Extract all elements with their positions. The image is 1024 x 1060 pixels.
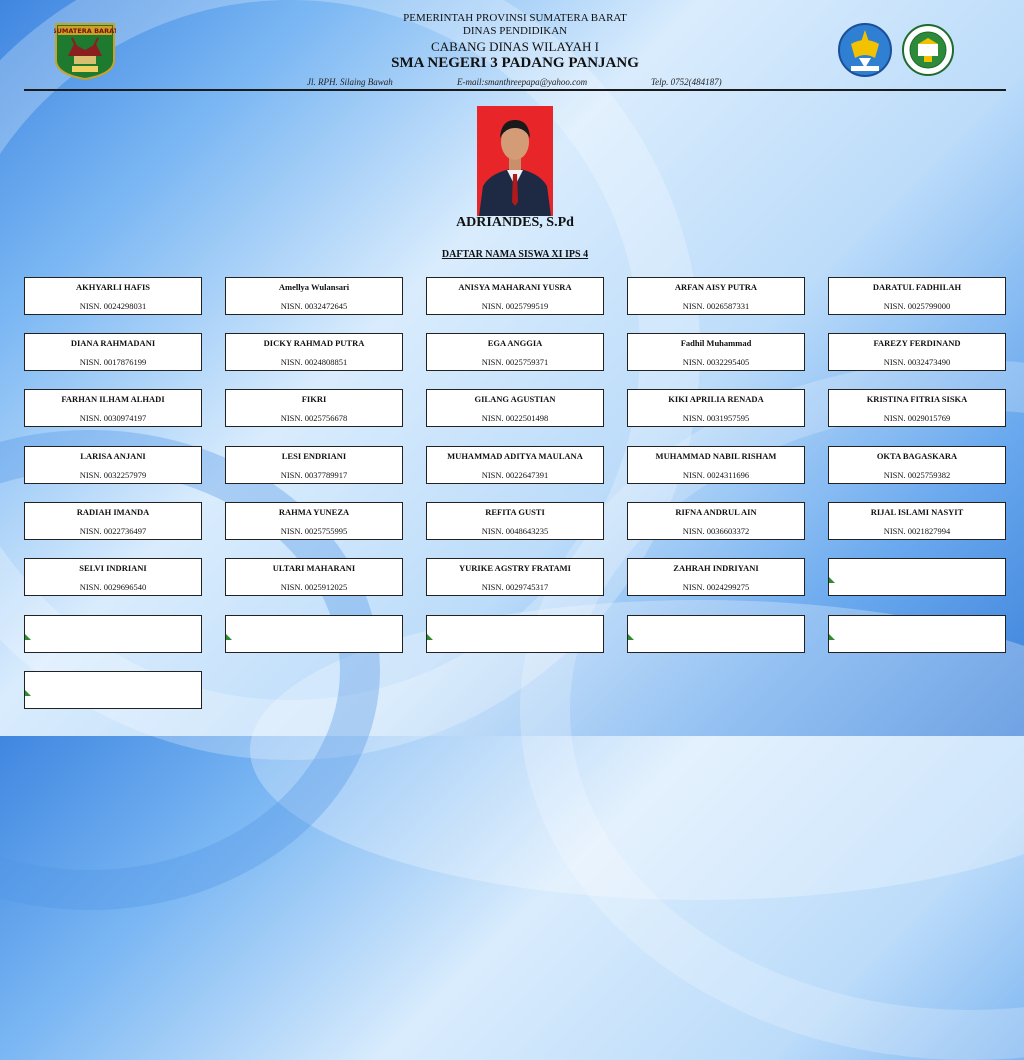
student-nisn: NISN. 0029696540 [79, 582, 147, 592]
student-nisn: NISN. 0024808851 [280, 357, 348, 367]
teacher-photo [477, 106, 553, 216]
student-card [24, 502, 202, 540]
student-nisn: NISN. 0024311696 [682, 470, 750, 480]
student-name: DARATUL FADHILAH [872, 282, 962, 292]
student-name: DICKY RAHMAD PUTRA [263, 338, 365, 348]
header-department: DINAS PENDIDIKAN [462, 25, 568, 37]
student-card [828, 389, 1006, 427]
student-nisn: NISN. 0032295405 [682, 357, 750, 367]
student-nisn: NISN. 0022501498 [481, 413, 549, 423]
student-name: SELVI INDRIANI [79, 563, 147, 573]
student-name: DIANA RAHMADANI [70, 338, 156, 348]
cell-marker-icon [25, 634, 31, 640]
student-name: ANISYA MAHARANI YUSRA [458, 282, 572, 292]
student-card [225, 615, 403, 653]
student-nisn: NISN. 0031957595 [682, 413, 750, 423]
student-card [627, 277, 805, 315]
student-nisn: NISN. 0017876199 [79, 357, 147, 367]
student-card [225, 558, 403, 596]
student-card [627, 502, 805, 540]
student-nisn: NISN. 0036603372 [682, 526, 750, 536]
header-address: Jl. RPH. Silaing Bawah [307, 77, 393, 87]
student-name: RIJAL ISLAMI NASYIT [870, 507, 964, 517]
cell-marker-icon [829, 577, 835, 583]
student-name: LARISA ANJANI [80, 451, 146, 461]
header-divider [24, 89, 1006, 91]
student-nisn: NISN. 0024299275 [682, 582, 750, 592]
student-nisn: NISN. 0025759371 [481, 357, 549, 367]
student-nisn: NISN. 0048643235 [481, 526, 549, 536]
student-card [426, 389, 604, 427]
student-nisn: NISN. 0025912025 [280, 582, 348, 592]
emblem-label: SUMATERA BARAT [54, 27, 116, 35]
student-name: GILANG AGUSTIAN [474, 394, 556, 404]
cell-marker-icon [628, 634, 634, 640]
student-card [225, 333, 403, 371]
student-name: ZAHRAH INDRIYANI [673, 563, 759, 573]
student-card [426, 277, 604, 315]
student-card [225, 502, 403, 540]
student-nisn: NISN. 0026587331 [682, 301, 750, 311]
student-card [828, 502, 1006, 540]
student-card [24, 558, 202, 596]
student-name: YURIKE AGSTRY FRATAMI [459, 563, 571, 573]
student-nisn: NISN. 0025759382 [883, 470, 951, 480]
student-name: KRISTINA FITRIA SISKA [866, 394, 968, 404]
school-logo-icon [902, 24, 954, 76]
student-nisn: NISN. 0032257979 [79, 470, 147, 480]
student-nisn: NISN. 0025799000 [883, 301, 951, 311]
student-nisn: NISN. 0030974197 [79, 413, 147, 423]
cell-marker-icon [427, 634, 433, 640]
student-card [24, 277, 202, 315]
student-nisn: NISN. 0025799519 [481, 301, 549, 311]
student-nisn: NISN. 0022736497 [79, 526, 147, 536]
student-name: FAREZY FERDINAND [873, 338, 961, 348]
student-name: Fadhil Muhammad [680, 338, 752, 348]
student-card [627, 615, 805, 653]
student-name: OKTA BAGASKARA [876, 451, 958, 461]
teacher-name: ADRIANDES, S.Pd [456, 215, 574, 230]
student-card [828, 277, 1006, 315]
student-card [24, 446, 202, 484]
header-government: PEMERINTAH PROVINSI SUMATERA BARAT [403, 12, 627, 24]
student-name: FIKRI [301, 394, 327, 404]
student-name: KIKI APRILIA RENADA [668, 394, 764, 404]
student-name: MUHAMMAD ADITYA MAULANA [447, 451, 583, 461]
student-card [24, 671, 202, 709]
tut-wuri-handayani-logo-icon [837, 22, 893, 78]
header-school-name: SMA NEGERI 3 PADANG PANJANG [391, 55, 639, 71]
header-branch: CABANG DINAS WILAYAH I [431, 39, 599, 54]
student-card [426, 558, 604, 596]
student-card [627, 558, 805, 596]
student-card [627, 446, 805, 484]
student-name: EGA ANGGIA [487, 338, 543, 348]
student-card [627, 389, 805, 427]
cell-marker-icon [829, 634, 835, 640]
student-card [426, 615, 604, 653]
student-nisn: NISN. 0037789917 [280, 470, 348, 480]
cell-marker-icon [25, 690, 31, 696]
student-name: Amellya Wulansari [278, 282, 350, 292]
student-name: ARFAN AISY PUTRA [674, 282, 758, 292]
student-nisn: NISN. 0022647391 [481, 470, 549, 480]
student-name: REFITA GUSTI [485, 507, 545, 517]
student-nisn: NISN. 0024298031 [79, 301, 147, 311]
student-name: MUHAMMAD NABIL RISHAM [655, 451, 777, 461]
student-card [828, 333, 1006, 371]
cell-marker-icon [226, 634, 232, 640]
student-nisn: NISN. 0021827994 [883, 526, 951, 536]
sumatera-barat-emblem-icon [54, 22, 116, 80]
student-nisn: NISN. 0025755995 [280, 526, 348, 536]
student-card [426, 333, 604, 371]
header-email: E-mail:smanthreepapa@yahoo.com [457, 77, 588, 87]
student-nisn: NISN. 0032472645 [280, 301, 348, 311]
student-name: RADIAH IMANDA [76, 507, 150, 517]
student-nisn: NISN. 0029015769 [883, 413, 951, 423]
student-name: LESI ENDRIANI [281, 451, 347, 461]
header-phone: Telp. 0752(484187) [651, 77, 722, 87]
student-card [426, 446, 604, 484]
student-card [24, 389, 202, 427]
student-card [225, 277, 403, 315]
student-card [627, 333, 805, 371]
student-nisn: NISN. 0025756678 [280, 413, 348, 423]
student-card [426, 502, 604, 540]
student-card [828, 615, 1006, 653]
student-name: RAHMA YUNEZA [278, 507, 350, 517]
student-card [828, 446, 1006, 484]
student-name: RIFNA ANDRUL AIN [675, 507, 757, 517]
student-nisn: NISN. 0032473490 [883, 357, 951, 367]
student-name: ULTARI MAHARANI [272, 563, 356, 573]
student-card [828, 558, 1006, 596]
student-name: AKHYARLI HAFIS [75, 282, 151, 292]
student-card [24, 333, 202, 371]
student-name: FARHAN ILHAM ALHADI [61, 394, 165, 404]
student-card [225, 446, 403, 484]
student-nisn: NISN. 0029745317 [481, 582, 549, 592]
student-card [24, 615, 202, 653]
student-card [225, 389, 403, 427]
student-list-title: DAFTAR NAMA SISWA XI IPS 4 [441, 249, 589, 260]
letterhead [0, 0, 1024, 92]
